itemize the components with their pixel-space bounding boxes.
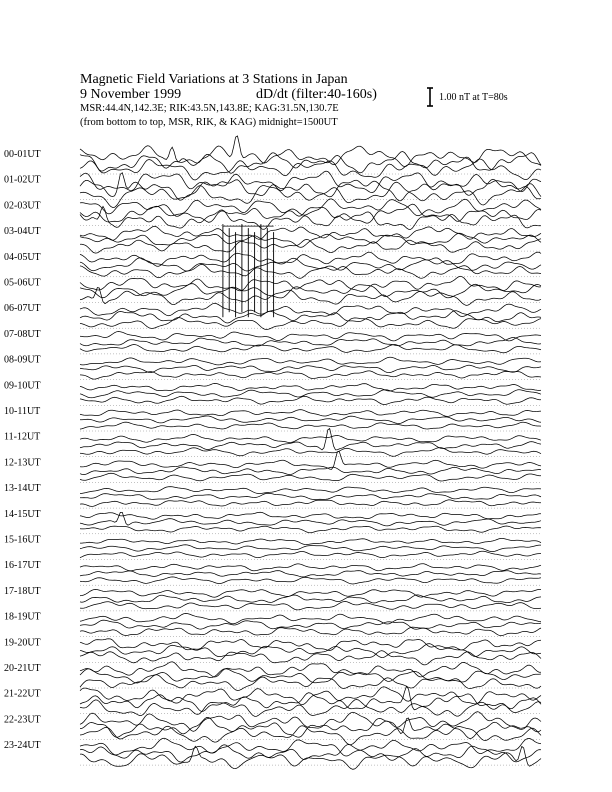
hour-label: 16-17UT [4, 560, 41, 572]
trace-msr [80, 206, 541, 229]
hour-label: 13-14UT [4, 483, 41, 495]
chart-title: Magnetic Field Variations at 3 Stations in Japan [80, 72, 348, 87]
trace-kag [80, 357, 541, 365]
hour-label: 15-16UT [4, 534, 41, 546]
trace-kag [80, 538, 541, 544]
hour-label: 21-22UT [4, 688, 41, 700]
station-coordinates: MSR:44.4N,142.3E; RIK:43.5N,143.8E; KAG:31.5N,130.7E [80, 103, 339, 114]
trace-msr [80, 726, 541, 745]
trace-msr [80, 345, 541, 353]
trace-kag [80, 639, 541, 651]
hour-rows [4, 136, 541, 769]
trace-kag [80, 303, 541, 316]
trace-rik [80, 669, 541, 683]
scale-bar [427, 88, 433, 106]
trace-rik [80, 686, 541, 711]
trace-rik [80, 620, 541, 629]
hour-label: 22-23UT [4, 714, 41, 726]
chart-date: 9 November 1999 [80, 87, 182, 102]
trace-rik [80, 545, 541, 552]
trace-msr [80, 551, 541, 557]
trace-rik [80, 416, 541, 424]
trace-rik [80, 571, 541, 577]
hour-label: 02-03UT [4, 200, 41, 212]
trace-rik [80, 390, 541, 398]
trace-kag [80, 512, 541, 519]
trace-rik [80, 717, 541, 738]
hour-label: 01-02UT [4, 174, 41, 186]
trace-rik [80, 493, 541, 499]
hour-label: 00-01UT [4, 149, 41, 160]
trace-kag [80, 171, 541, 193]
chart-filter: dD/dt (filter:40-160s) [256, 87, 377, 102]
hour-label: 12-13UT [4, 457, 41, 469]
trace-kag [80, 226, 541, 240]
hour-label: 06-07UT [4, 303, 41, 315]
trace-msr [80, 448, 541, 457]
trace-rik [80, 429, 541, 450]
trace-kag [80, 199, 541, 216]
trace-msr [80, 318, 541, 330]
hour-label: 11-12UT [4, 431, 41, 443]
trace-rik [80, 644, 541, 658]
hour-label: 09-10UT [4, 380, 41, 392]
hour-label: 23-24UT [4, 740, 41, 752]
trace-kag [80, 434, 541, 442]
spike-artifact [223, 224, 274, 317]
hour-label: 20-21UT [4, 663, 41, 674]
hour-label: 05-06UT [4, 277, 41, 289]
trace-rik [80, 233, 541, 247]
trace-msr [80, 396, 541, 404]
trace-msr [80, 422, 541, 429]
hour-label: 07-08UT [4, 328, 41, 340]
trace-kag [80, 383, 541, 391]
hour-label: 10-11UT [4, 406, 41, 417]
trace-msr [80, 577, 541, 584]
trace-msr [80, 500, 541, 507]
trace-kag [80, 589, 541, 597]
trace-kag [80, 487, 541, 494]
trace-kag [80, 564, 541, 571]
trace-rik [80, 152, 541, 174]
trace-msr [80, 627, 541, 636]
trace-rik [80, 595, 541, 603]
trace-msr [80, 651, 541, 665]
trace-kag [80, 252, 541, 266]
trace-kag [80, 332, 541, 341]
station-order-note: (from bottom to top, MSR, RIK, & KAG) midnight=1500UT [80, 117, 338, 128]
trace-kag [80, 276, 541, 291]
trace-msr [80, 473, 541, 481]
trace-rik [80, 258, 541, 271]
trace-msr [80, 182, 541, 207]
trace-rik [80, 338, 541, 347]
hour-label: 17-18UT [4, 585, 41, 597]
scale-bar-label: 1.00 nT at T=80s [439, 92, 508, 103]
trace-rik [80, 745, 541, 763]
trace-kag [80, 410, 541, 417]
trace-msr [80, 526, 541, 533]
hour-label: 08-09UT [4, 354, 41, 366]
trace-rik [80, 467, 541, 475]
hour-label: 19-20UT [4, 637, 41, 649]
trace-msr [80, 746, 541, 769]
hour-label: 03-04UT [4, 226, 41, 238]
trace-msr [80, 602, 541, 610]
hour-label: 04-05UT [4, 251, 41, 263]
hour-label: 18-19UT [4, 611, 41, 623]
hour-label: 14-15UT [4, 508, 41, 520]
